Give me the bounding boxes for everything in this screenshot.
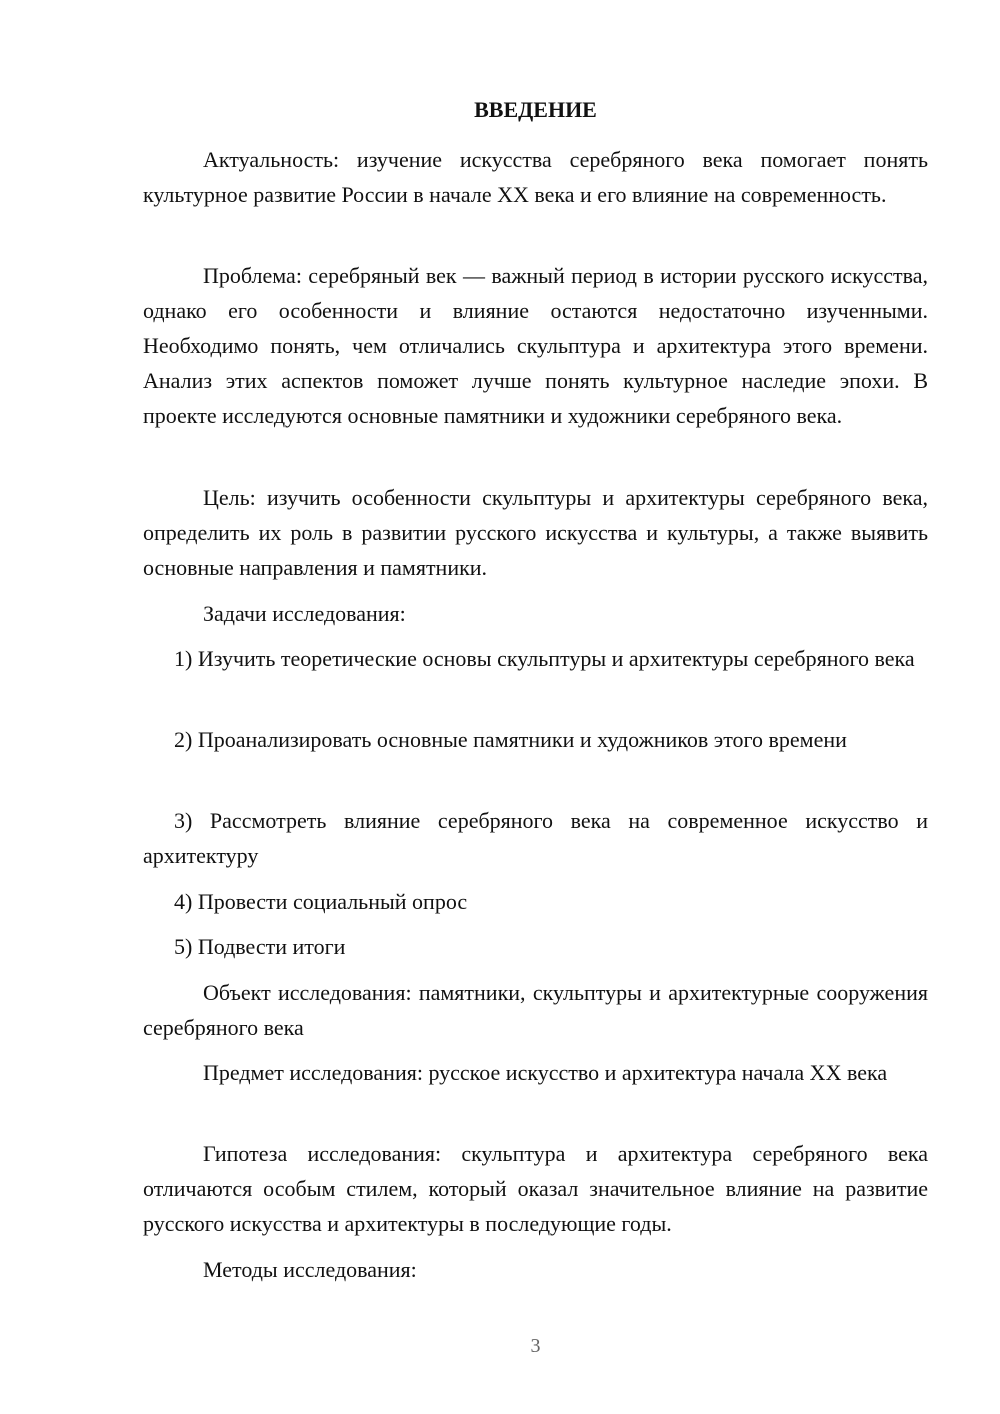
object-paragraph: Объект исследования: памятники, скульптуры и архитектурные сооружения серебряного века — [143, 980, 928, 1040]
relevance-paragraph: Актуальность: изучение искусства серебряного века помогает понять культурное развитие России в начале XX века и его влияние на современность. — [143, 147, 928, 207]
page-number: 3 — [530, 1335, 541, 1357]
page-title: ВВЕДЕНИЕ — [474, 97, 597, 122]
problem-paragraph: Проблема: серебряный век — важный период в истории русского искусства, однако его особенности и влияние остаются недостаточно изученными. Необходимо понять, чем отличались скульптура и архитектура этого времени. Анализ этих аспектов поможет лучше понять культурное наследие эпохи. В проекте исследуются основные памятники и художники серебряного века. — [143, 263, 928, 428]
task-item: 1) Изучить теоретические основы скульптуры и архитектуры серебряного века — [174, 646, 915, 671]
tasks-heading: Задачи исследования: — [203, 601, 406, 626]
hypothesis-paragraph: Гипотеза исследования: скульптура и архитектура серебряного века отличаются особым стилем, который оказал значительное влияние на развитие русского искусства и архитектуры в последующие годы. — [143, 1141, 928, 1236]
subject-paragraph: Предмет исследования: русское искусство и архитектура начала XX века — [203, 1060, 888, 1085]
task-item: 2) Проанализировать основные памятники и художников этого времени — [174, 727, 847, 752]
goal-paragraph: Цель: изучить особенности скульптуры и архитектуры серебряного века, определить их роль в развитии русского искусства и культуры, а также выявить основные направления и памятники. — [143, 485, 928, 580]
methods-heading: Методы исследования: — [203, 1257, 417, 1282]
document-page — [143, 0, 928, 1414]
task-item: 5) Подвести итоги — [174, 934, 346, 959]
task-item: 4) Провести социальный опрос — [174, 889, 468, 914]
task-item: 3) Рассмотреть влияние серебряного века на современное искусство и архитектуру — [143, 808, 928, 868]
